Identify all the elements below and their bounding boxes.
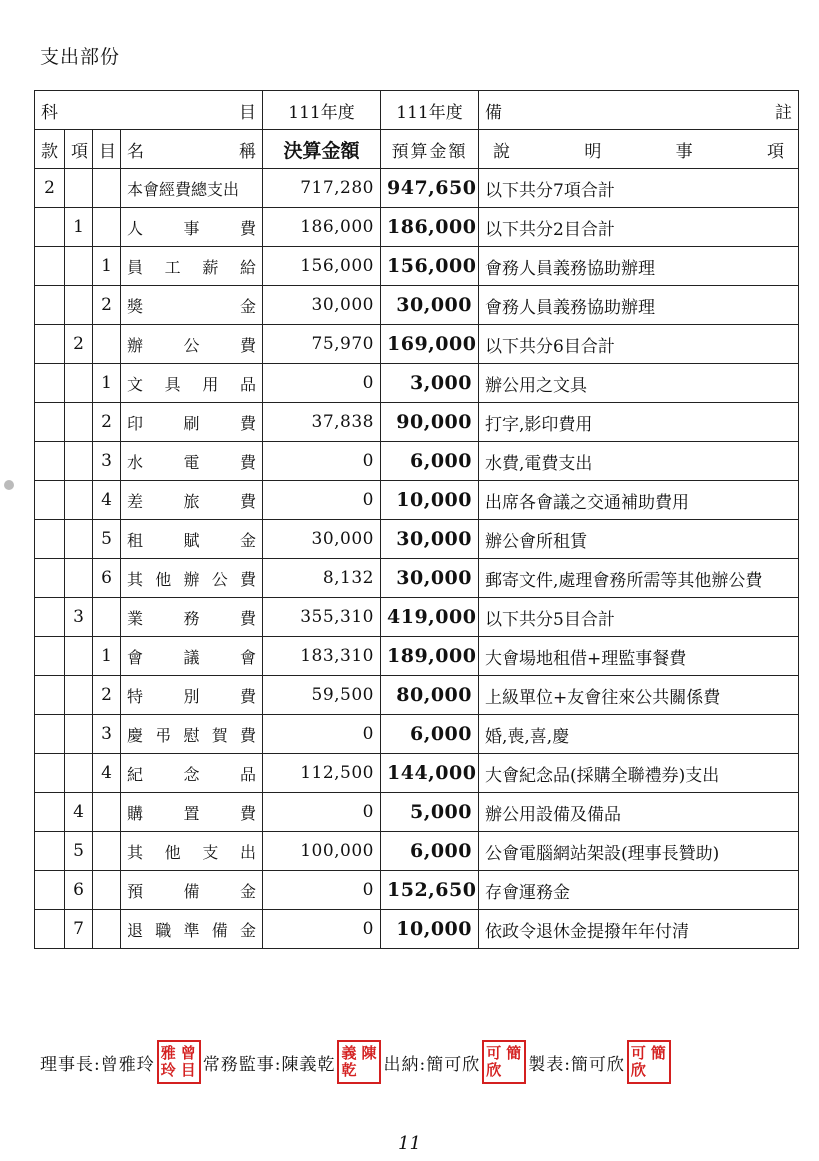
table-row bbox=[35, 832, 799, 871]
cell-actual-amount: 156,000 bbox=[263, 247, 381, 286]
item-name bbox=[127, 606, 256, 629]
cell-name bbox=[121, 832, 263, 871]
seal-char: 可 bbox=[630, 1044, 647, 1062]
name-char: 薪 bbox=[202, 257, 219, 277]
cell-name bbox=[121, 754, 263, 793]
cell-actual-amount: 59,500 bbox=[263, 676, 381, 715]
item-name bbox=[127, 840, 256, 863]
cell-kuan bbox=[35, 247, 65, 286]
cell-remark: 婚,喪,喜,慶 bbox=[479, 715, 799, 754]
cell-mu bbox=[93, 871, 121, 910]
cell-kuan bbox=[35, 559, 65, 598]
cell-actual-amount: 0 bbox=[263, 871, 381, 910]
cell-xiang: 2 bbox=[65, 325, 93, 364]
name-char: 其 bbox=[127, 569, 144, 589]
cell-remark: 以下共分2目合計 bbox=[479, 208, 799, 247]
cell-mu: 4 bbox=[93, 481, 121, 520]
expenditure-table bbox=[34, 90, 799, 949]
cell-mu bbox=[93, 598, 121, 637]
cell-remark: 大會場地租借+理監事餐費 bbox=[479, 637, 799, 676]
cell-budget-amount: 30,000 bbox=[381, 520, 479, 559]
name-char: 費 bbox=[239, 218, 256, 238]
cell-name bbox=[121, 364, 263, 403]
seal-char: 玲 bbox=[160, 1061, 177, 1079]
header-row-1 bbox=[35, 91, 799, 130]
cell-xiang bbox=[65, 754, 93, 793]
cell-name bbox=[121, 598, 263, 637]
cell-mu: 4 bbox=[93, 754, 121, 793]
table-row bbox=[35, 676, 799, 715]
name-char: 職 bbox=[155, 920, 172, 940]
cell-remark: 依政令退休金提撥年年付清 bbox=[479, 910, 799, 949]
header-remark-shi: 事 bbox=[675, 141, 693, 162]
cell-kuan bbox=[35, 715, 65, 754]
header-kuan: 款 bbox=[35, 130, 65, 169]
name-char: 念 bbox=[183, 764, 200, 784]
cell-actual-amount: 37,838 bbox=[263, 403, 381, 442]
cell-budget-amount: 156,000 bbox=[381, 247, 479, 286]
item-name bbox=[127, 528, 256, 551]
cell-remark: 以下共分5目合計 bbox=[479, 598, 799, 637]
header-actual-amount: 決算金額 bbox=[263, 130, 381, 169]
cell-name bbox=[121, 520, 263, 559]
cell-actual-amount: 717,280 bbox=[263, 169, 381, 208]
cell-actual-amount: 183,310 bbox=[263, 637, 381, 676]
name-char: 特 bbox=[127, 686, 144, 706]
name-char: 辦 bbox=[183, 569, 200, 589]
cell-budget-amount: 30,000 bbox=[381, 559, 479, 598]
cell-kuan bbox=[35, 637, 65, 676]
cell-kuan bbox=[35, 286, 65, 325]
cell-budget-amount: 169,000 bbox=[381, 325, 479, 364]
name-char: 工 bbox=[164, 257, 181, 277]
cell-remark: 公會電腦網站架設(理事長贊助) bbox=[479, 832, 799, 871]
cashier-seal bbox=[482, 1040, 526, 1084]
name-char: 品 bbox=[239, 374, 256, 394]
name-char: 費 bbox=[239, 413, 256, 433]
table-row bbox=[35, 598, 799, 637]
cell-actual-amount: 186,000 bbox=[263, 208, 381, 247]
name-char: 費 bbox=[239, 335, 256, 355]
cell-kuan bbox=[35, 325, 65, 364]
item-name bbox=[127, 567, 256, 590]
cell-actual-amount: 75,970 bbox=[263, 325, 381, 364]
supervisor-label: 常務監事:陳義乾 bbox=[202, 1054, 336, 1075]
cell-name bbox=[121, 559, 263, 598]
cell-mu: 2 bbox=[93, 403, 121, 442]
cell-kuan bbox=[35, 442, 65, 481]
cell-xiang bbox=[65, 481, 93, 520]
name-char: 會 bbox=[127, 647, 144, 667]
item-name bbox=[127, 801, 256, 824]
cell-remark: 會務人員義務協助辦理 bbox=[479, 247, 799, 286]
cell-budget-amount: 30,000 bbox=[381, 286, 479, 325]
cell-name bbox=[121, 169, 263, 208]
name-char: 旅 bbox=[183, 491, 200, 511]
seal-char: 曾 bbox=[180, 1044, 197, 1062]
name-char: 差 bbox=[127, 491, 144, 511]
name-char: 費 bbox=[239, 452, 256, 472]
cell-mu bbox=[93, 169, 121, 208]
cell-remark: 郵寄文件,處理會務所需等其他辦公費 bbox=[479, 559, 799, 598]
page-number: 11 bbox=[398, 1133, 421, 1154]
cell-actual-amount: 0 bbox=[263, 715, 381, 754]
cell-name bbox=[121, 637, 263, 676]
header-remark-shuo: 說 bbox=[493, 141, 510, 162]
item-name bbox=[127, 411, 256, 434]
cell-budget-amount: 90,000 bbox=[381, 403, 479, 442]
header-xiang: 項 bbox=[65, 130, 93, 169]
cell-xiang bbox=[65, 169, 93, 208]
cell-mu: 2 bbox=[93, 676, 121, 715]
name-char: 金 bbox=[239, 530, 256, 550]
cell-kuan bbox=[35, 871, 65, 910]
name-char: 電 bbox=[183, 452, 200, 472]
cell-remark: 水費,電費支出 bbox=[479, 442, 799, 481]
name-char: 費 bbox=[239, 725, 256, 745]
section-title: 支出部份 bbox=[40, 46, 121, 68]
table-body bbox=[35, 169, 799, 949]
header-remark-xiang: 項 bbox=[766, 141, 784, 162]
name-char: 金 bbox=[239, 881, 256, 901]
cell-xiang bbox=[65, 676, 93, 715]
cell-remark: 辦公用設備及備品 bbox=[479, 793, 799, 832]
cell-budget-amount: 947,650 bbox=[381, 169, 479, 208]
chairman-seal bbox=[157, 1040, 201, 1084]
item-name bbox=[127, 255, 256, 278]
table-row bbox=[35, 286, 799, 325]
cell-kuan bbox=[35, 832, 65, 871]
cell-actual-amount: 0 bbox=[263, 442, 381, 481]
cell-kuan bbox=[35, 364, 65, 403]
header-name-right: 稱 bbox=[239, 141, 256, 162]
table-row bbox=[35, 247, 799, 286]
table-row bbox=[35, 559, 799, 598]
table-row bbox=[35, 715, 799, 754]
seal-char: 簡 bbox=[650, 1044, 667, 1062]
cell-xiang: 4 bbox=[65, 793, 93, 832]
cell-remark: 存會運務金 bbox=[479, 871, 799, 910]
cell-mu bbox=[93, 910, 121, 949]
cell-budget-amount: 144,000 bbox=[381, 754, 479, 793]
name-char: 員 bbox=[127, 257, 144, 277]
name-char: 金 bbox=[239, 296, 256, 316]
name-char: 水 bbox=[127, 452, 144, 472]
cell-mu: 1 bbox=[93, 637, 121, 676]
header-remark-zhu: 註 bbox=[775, 102, 792, 123]
name-char: 議 bbox=[183, 647, 200, 667]
supervisor-seal bbox=[337, 1040, 381, 1084]
name-char: 備 bbox=[211, 920, 228, 940]
item-name bbox=[127, 333, 256, 356]
name-char: 其 bbox=[127, 842, 144, 862]
cell-kuan bbox=[35, 481, 65, 520]
name-char: 他 bbox=[155, 569, 172, 589]
cell-name bbox=[121, 403, 263, 442]
header-ke: 科 bbox=[41, 102, 58, 123]
cell-kuan bbox=[35, 598, 65, 637]
cell-budget-amount: 189,000 bbox=[381, 637, 479, 676]
item-name bbox=[127, 294, 256, 317]
seal-char: 欣 bbox=[630, 1061, 647, 1079]
name-char: 賦 bbox=[183, 530, 200, 550]
cell-mu: 1 bbox=[93, 247, 121, 286]
name-char: 品 bbox=[239, 764, 256, 784]
table-row bbox=[35, 871, 799, 910]
cell-name bbox=[121, 247, 263, 286]
name-char: 事 bbox=[183, 218, 200, 238]
cell-mu bbox=[93, 832, 121, 871]
cell-budget-amount: 6,000 bbox=[381, 715, 479, 754]
punch-hole bbox=[4, 480, 14, 490]
cell-remark: 打字,影印費用 bbox=[479, 403, 799, 442]
cell-kuan bbox=[35, 208, 65, 247]
item-name bbox=[127, 450, 256, 473]
seal-char: 雅 bbox=[160, 1044, 177, 1062]
header-remark-ming: 明 bbox=[584, 141, 602, 162]
cell-xiang bbox=[65, 247, 93, 286]
preparer-seal bbox=[627, 1040, 671, 1084]
cell-mu bbox=[93, 325, 121, 364]
cell-xiang bbox=[65, 442, 93, 481]
name-char: 費 bbox=[239, 491, 256, 511]
seal-char: 欣 bbox=[486, 1061, 503, 1079]
table-row bbox=[35, 637, 799, 676]
cell-budget-amount: 10,000 bbox=[381, 910, 479, 949]
cell-mu bbox=[93, 793, 121, 832]
header-name bbox=[121, 130, 263, 169]
cell-budget-amount: 5,000 bbox=[381, 793, 479, 832]
name-char: 務 bbox=[183, 608, 200, 628]
cell-remark: 辦公用之文具 bbox=[479, 364, 799, 403]
cell-xiang bbox=[65, 286, 93, 325]
name-char: 業 bbox=[127, 608, 144, 628]
table-row bbox=[35, 910, 799, 949]
cell-kuan: 2 bbox=[35, 169, 65, 208]
cell-name bbox=[121, 286, 263, 325]
name-char: 金 bbox=[239, 920, 256, 940]
seal-char: 乾 bbox=[341, 1061, 358, 1079]
name-char: 刷 bbox=[183, 413, 200, 433]
name-char: 會 bbox=[239, 647, 256, 667]
name-char: 慰 bbox=[183, 725, 200, 745]
cell-actual-amount: 8,132 bbox=[263, 559, 381, 598]
cell-actual-amount: 30,000 bbox=[263, 286, 381, 325]
cell-remark: 以下共分7項合計 bbox=[479, 169, 799, 208]
cell-mu: 5 bbox=[93, 520, 121, 559]
name-char: 文 bbox=[127, 374, 144, 394]
cell-xiang: 3 bbox=[65, 598, 93, 637]
name-char: 用 bbox=[202, 374, 219, 394]
item-name bbox=[127, 645, 256, 668]
name-char: 公 bbox=[183, 335, 200, 355]
cell-name bbox=[121, 871, 263, 910]
item-name bbox=[127, 723, 256, 746]
cell-mu: 2 bbox=[93, 286, 121, 325]
cell-actual-amount: 112,500 bbox=[263, 754, 381, 793]
preparer-label: 製表:簡可欣 bbox=[528, 1054, 625, 1075]
table-row bbox=[35, 208, 799, 247]
table-row bbox=[35, 481, 799, 520]
item-name bbox=[127, 684, 256, 707]
name-char: 他 bbox=[164, 842, 181, 862]
name-char: 退 bbox=[127, 920, 144, 940]
name-char: 支 bbox=[202, 842, 219, 862]
item-name bbox=[127, 762, 256, 785]
header-mu-top: 目 bbox=[239, 102, 256, 123]
cell-actual-amount: 355,310 bbox=[263, 598, 381, 637]
header-budget-amount: 預算金額 bbox=[381, 130, 479, 169]
cell-budget-amount: 6,000 bbox=[381, 832, 479, 871]
seal-char: 可 bbox=[486, 1044, 503, 1062]
name-char: 別 bbox=[183, 686, 200, 706]
cell-kuan bbox=[35, 520, 65, 559]
cell-mu: 3 bbox=[93, 442, 121, 481]
cell-xiang: 6 bbox=[65, 871, 93, 910]
cell-xiang: 5 bbox=[65, 832, 93, 871]
cell-budget-amount: 186,000 bbox=[381, 208, 479, 247]
cell-remark: 大會紀念品(採購全聯禮券)支出 bbox=[479, 754, 799, 793]
name-char: 費 bbox=[239, 803, 256, 823]
name-char: 預 bbox=[127, 881, 144, 901]
seal-char: 義 bbox=[341, 1044, 358, 1062]
table-row bbox=[35, 325, 799, 364]
cell-budget-amount: 152,650 bbox=[381, 871, 479, 910]
name-char: 紀 bbox=[127, 764, 144, 784]
table-row bbox=[35, 403, 799, 442]
cell-budget-amount: 6,000 bbox=[381, 442, 479, 481]
signature-line bbox=[40, 1040, 673, 1084]
header-mu: 目 bbox=[93, 130, 121, 169]
cell-remark: 辦公會所租賃 bbox=[479, 520, 799, 559]
table-row bbox=[35, 442, 799, 481]
cell-remark: 會務人員義務協助辦理 bbox=[479, 286, 799, 325]
name-char: 慶 bbox=[127, 725, 144, 745]
name-char: 準 bbox=[183, 920, 200, 940]
cell-xiang bbox=[65, 520, 93, 559]
cell-xiang bbox=[65, 637, 93, 676]
name-char: 費 bbox=[239, 569, 256, 589]
header-budget-year: 111年度 bbox=[381, 91, 479, 130]
table-row bbox=[35, 754, 799, 793]
cell-budget-amount: 3,000 bbox=[381, 364, 479, 403]
table-row bbox=[35, 520, 799, 559]
name-char: 獎 bbox=[127, 296, 144, 316]
item-name bbox=[127, 489, 256, 512]
chairman-label: 理事長:曾雅玲 bbox=[40, 1054, 155, 1075]
cell-name bbox=[121, 481, 263, 520]
cell-mu: 6 bbox=[93, 559, 121, 598]
seal-char: 簡 bbox=[506, 1044, 523, 1062]
item-name bbox=[127, 918, 256, 941]
name-char: 印 bbox=[127, 413, 144, 433]
seal-char: 目 bbox=[180, 1061, 197, 1079]
cell-kuan bbox=[35, 754, 65, 793]
cell-name bbox=[121, 793, 263, 832]
cell-kuan bbox=[35, 910, 65, 949]
table-row bbox=[35, 793, 799, 832]
cell-xiang: 1 bbox=[65, 208, 93, 247]
header-ke-mu bbox=[35, 91, 263, 130]
header-row-2 bbox=[35, 130, 799, 169]
name-char: 公 bbox=[211, 569, 228, 589]
cell-remark: 出席各會議之交通補助費用 bbox=[479, 481, 799, 520]
name-char: 費 bbox=[239, 686, 256, 706]
name-char: 人 bbox=[127, 218, 144, 238]
cell-actual-amount: 30,000 bbox=[263, 520, 381, 559]
cell-actual-amount: 0 bbox=[263, 364, 381, 403]
seal-char: 陳 bbox=[361, 1044, 378, 1062]
cell-actual-amount: 100,000 bbox=[263, 832, 381, 871]
header-name-left: 名 bbox=[127, 141, 144, 162]
cell-xiang: 7 bbox=[65, 910, 93, 949]
name-char: 出 bbox=[239, 842, 256, 862]
cell-mu bbox=[93, 208, 121, 247]
cell-actual-amount: 0 bbox=[263, 481, 381, 520]
cell-kuan bbox=[35, 403, 65, 442]
name-char: 賀 bbox=[211, 725, 228, 745]
cell-budget-amount: 419,000 bbox=[381, 598, 479, 637]
cell-remark: 以下共分6目合計 bbox=[479, 325, 799, 364]
cashier-label: 出納:簡可欣 bbox=[383, 1054, 481, 1075]
cell-mu: 3 bbox=[93, 715, 121, 754]
header-remark-bei: 備 bbox=[485, 102, 502, 123]
cell-kuan bbox=[35, 676, 65, 715]
item-name bbox=[127, 879, 256, 902]
name-char: 租 bbox=[127, 530, 144, 550]
cell-xiang bbox=[65, 364, 93, 403]
cell-actual-amount: 0 bbox=[263, 910, 381, 949]
item-name bbox=[127, 372, 256, 395]
cell-budget-amount: 80,000 bbox=[381, 676, 479, 715]
table-row bbox=[35, 169, 799, 208]
cell-kuan bbox=[35, 793, 65, 832]
item-name bbox=[127, 216, 256, 239]
cell-name bbox=[121, 910, 263, 949]
cell-xiang bbox=[65, 715, 93, 754]
header-actual-year: 111年度 bbox=[263, 91, 381, 130]
header-remark-bottom bbox=[479, 130, 799, 169]
cell-xiang bbox=[65, 559, 93, 598]
name-char: 備 bbox=[183, 881, 200, 901]
cell-name bbox=[121, 715, 263, 754]
cell-actual-amount: 0 bbox=[263, 793, 381, 832]
cell-xiang bbox=[65, 403, 93, 442]
cell-name bbox=[121, 442, 263, 481]
cell-mu: 1 bbox=[93, 364, 121, 403]
cell-remark: 上級單位+友會往來公共關係費 bbox=[479, 676, 799, 715]
name-char: 辦 bbox=[127, 335, 144, 355]
name-char: 置 bbox=[183, 803, 200, 823]
name-char: 具 bbox=[164, 374, 181, 394]
table-row bbox=[35, 364, 799, 403]
cell-name bbox=[121, 676, 263, 715]
name-char: 購 bbox=[127, 803, 144, 823]
cell-name bbox=[121, 208, 263, 247]
cell-name bbox=[121, 325, 263, 364]
cell-budget-amount: 10,000 bbox=[381, 481, 479, 520]
name-char: 給 bbox=[239, 257, 256, 277]
header-remark-top bbox=[479, 91, 799, 130]
name-char: 弔 bbox=[155, 725, 172, 745]
name-char: 費 bbox=[239, 608, 256, 628]
item-name: 本會經費總支出 bbox=[127, 179, 240, 199]
